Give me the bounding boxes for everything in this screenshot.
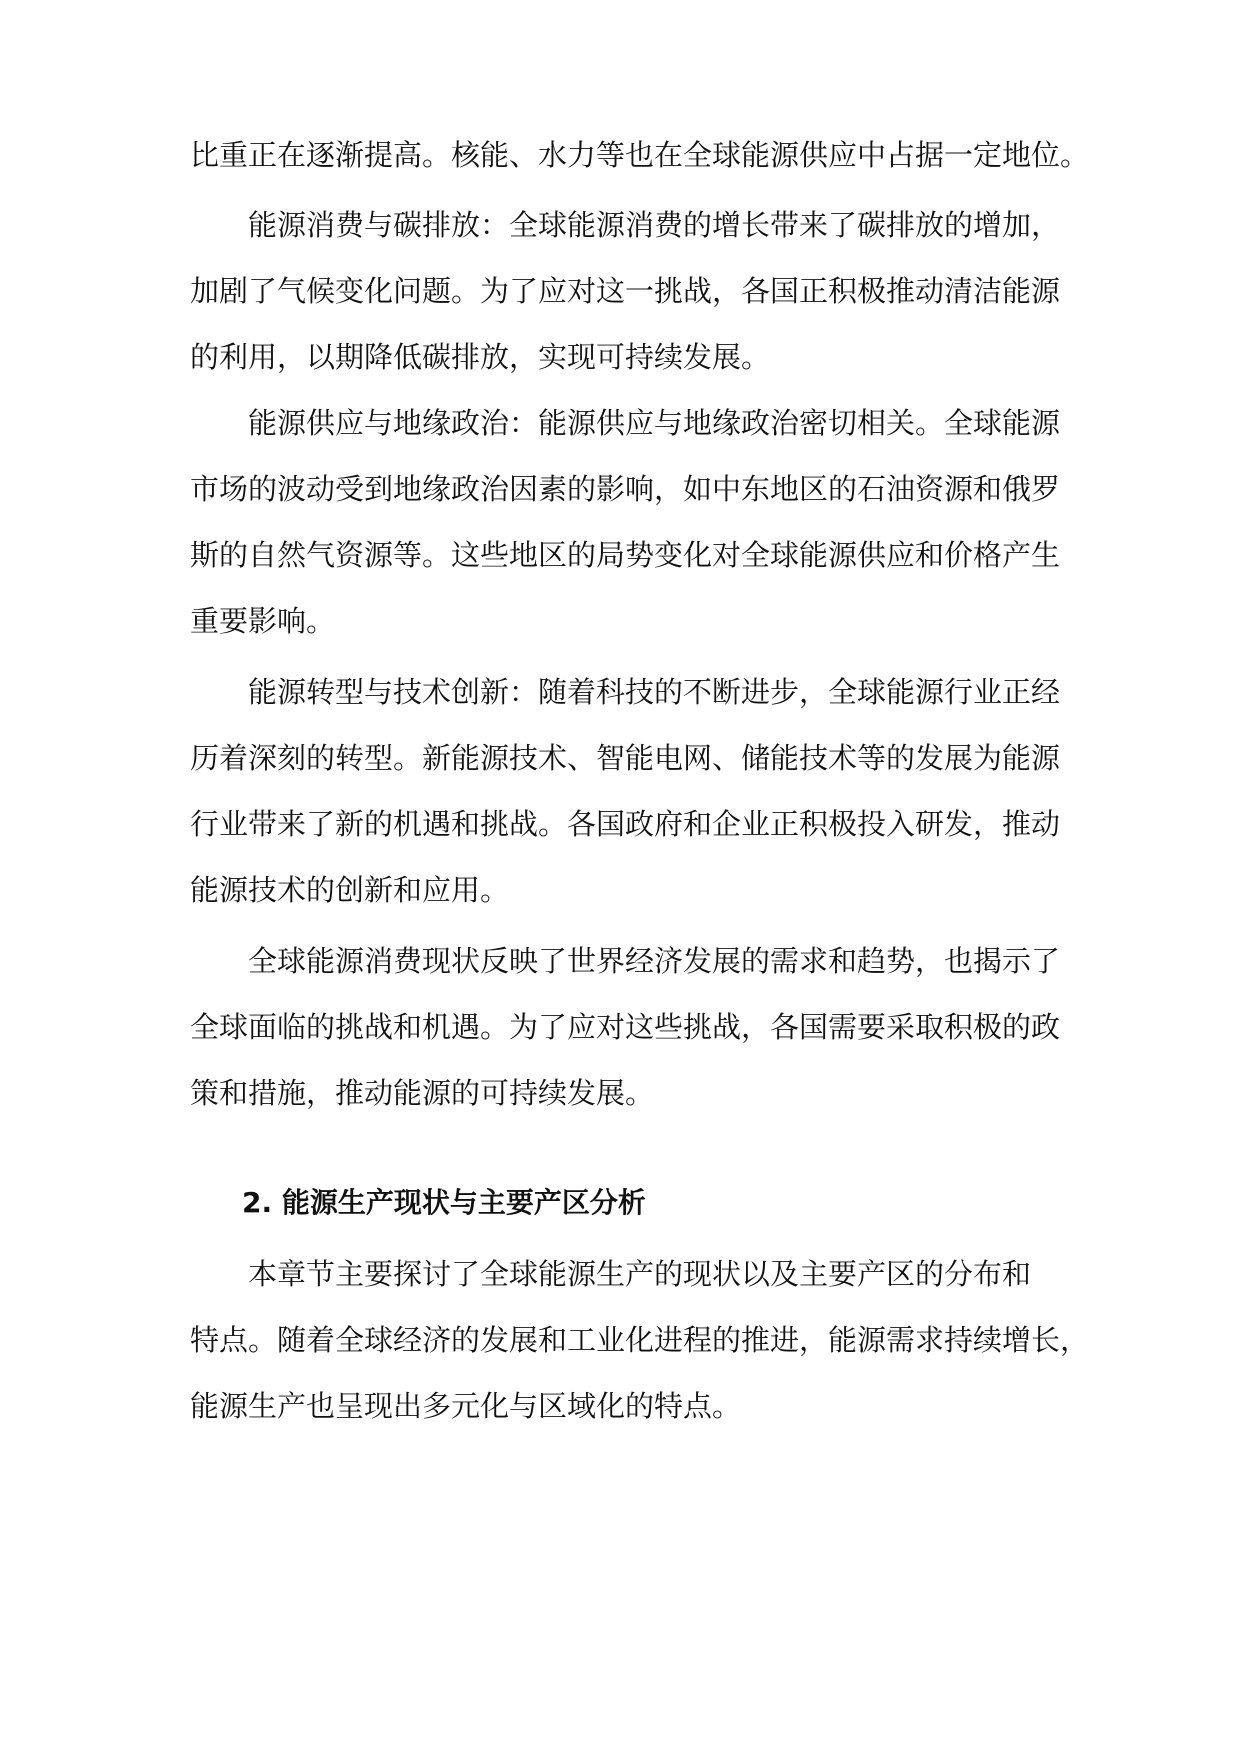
text-line: 特点。随着全球经济的发展和工业化进程的推进，能源需求持续增长，: [190, 1323, 1090, 1357]
text-line: 的利用，以期降低碳排放，实现可持续发展。: [190, 340, 771, 374]
text-line: 能源转型与技术创新：随着科技的不断进步，全球能源行业正经: [248, 675, 1061, 709]
text-line: 斯的自然气资源等。这些地区的局势变化对全球能源供应和价格产生: [190, 538, 1061, 572]
text-line: 策和措施，推动能源的可持续发展。: [190, 1076, 655, 1110]
text-line: 加剧了气候变化问题。为了应对这一挑战，各国正积极推动清洁能源: [190, 274, 1061, 308]
text-line: 比重正在逐渐提高。核能、水力等也在全球能源供应中占据一定地位。: [190, 138, 1090, 172]
text-line: 重要影响。: [190, 604, 336, 638]
text-line: 全球能源消费现状反映了世界经济发展的需求和趋势，也揭示了: [248, 944, 1061, 978]
text-line: 能源技术的创新和应用。: [190, 873, 510, 907]
text-line: 能源生产也呈现出多元化与区域化的特点。: [190, 1389, 742, 1423]
text-line: 全球面临的挑战和机遇。为了应对这些挑战，各国需要采取积极的政: [190, 1010, 1061, 1044]
text-line: 本章节主要探讨了全球能源生产的现状以及主要产区的分布和: [248, 1257, 1032, 1291]
text-line: 历着深刻的转型。新能源技术、智能电网、储能技术等的发展为能源: [190, 741, 1061, 775]
text-line: 行业带来了新的机遇和挑战。各国政府和企业正积极投入研发，推动: [190, 807, 1061, 841]
section-heading: 2. 能源生产现状与主要产区分析: [242, 1186, 646, 1219]
text-line: 市场的波动受到地缘政治因素的影响，如中东地区的石油资源和俄罗: [190, 472, 1061, 506]
text-line: 能源供应与地缘政治：能源供应与地缘政治密切相关。全球能源: [248, 406, 1061, 440]
text-line: 能源消费与碳排放：全球能源消费的增长带来了碳排放的增加，: [248, 208, 1061, 242]
